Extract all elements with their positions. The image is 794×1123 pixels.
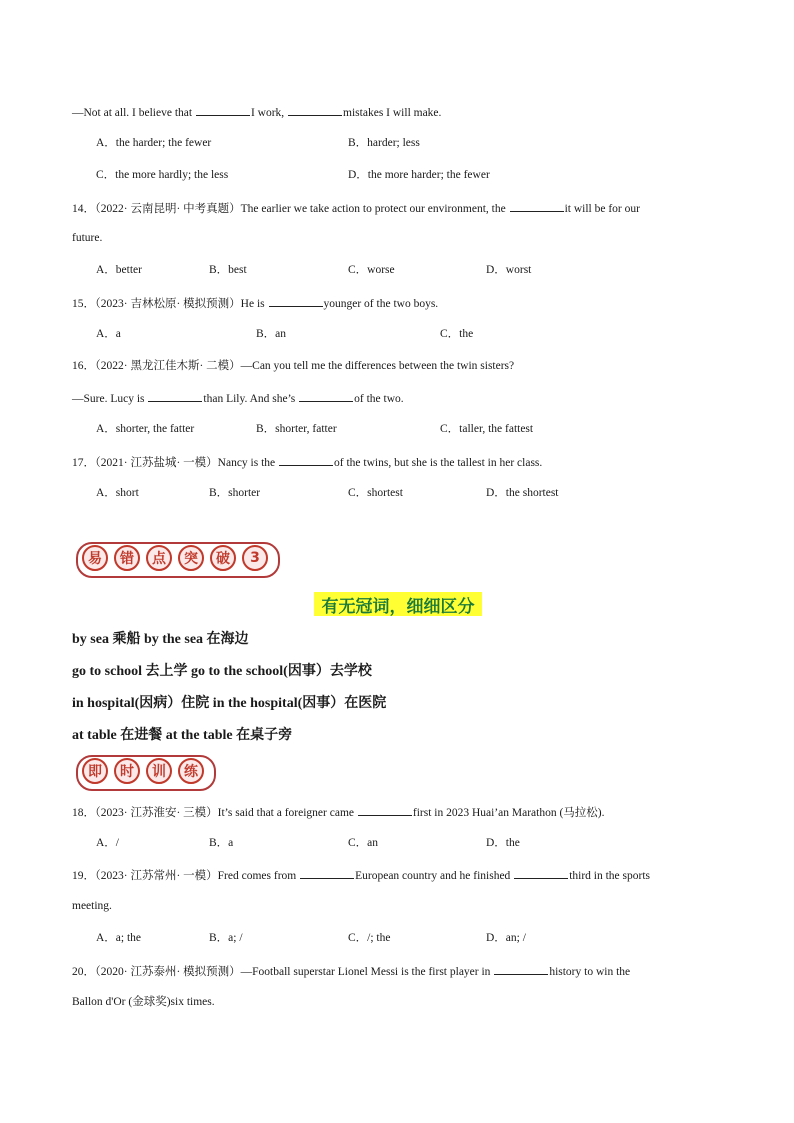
q18-text-2: first in 2023 Huai’an Marathon (马拉松).: [412, 807, 605, 819]
q15-text-2: younger of the two boys.: [323, 298, 439, 310]
answer-blank[interactable]: [279, 454, 333, 466]
q13-text-2: I work,: [250, 107, 288, 119]
q14-text-1: 14．（2022· 云南昆明· 中考真题）The earlier we take action to protect our environment, the: [72, 203, 509, 215]
q19-text-1: 19．（2023· 江苏常州· 一模）Fred comes from: [72, 870, 300, 882]
answer-blank[interactable]: [269, 295, 323, 307]
q18-text-1: 18．（2023· 江苏淮安· 三模）It’s said that a foreigner came: [72, 807, 357, 819]
q14-text-2: it will be for our: [564, 203, 640, 215]
badge-char: 错: [114, 545, 140, 571]
q16-option-c[interactable]: C．taller, the fattest: [440, 423, 534, 435]
q17-option-a[interactable]: A．short: [96, 487, 139, 499]
q19-line: [72, 867, 650, 883]
answer-blank[interactable]: [300, 867, 354, 879]
q13-option-c[interactable]: C．the more hardly; the less: [96, 169, 229, 181]
rule-line: at table 在进餐 at the table 在桌子旁: [72, 728, 293, 743]
q14-option-b[interactable]: B．best: [209, 264, 247, 276]
badge-char: 点: [146, 545, 172, 571]
badge-char: 即: [82, 758, 108, 784]
q19-line-2: meeting.: [72, 900, 112, 912]
q15-option-c[interactable]: C．the: [440, 328, 474, 340]
q18-option-c[interactable]: C．an: [348, 837, 379, 849]
q19-text-3: third in the sports: [569, 870, 651, 882]
q17-option-d[interactable]: D．the shortest: [486, 487, 559, 499]
q19-option-b[interactable]: B．a; /: [209, 932, 243, 944]
answer-blank[interactable]: [196, 104, 250, 116]
q15-option-a[interactable]: A．a: [96, 328, 121, 340]
q15-option-b[interactable]: B．an: [256, 328, 287, 340]
q13-line: [72, 104, 441, 120]
badge-char: 时: [114, 758, 140, 784]
q16-text-1: —Sure. Lucy is: [72, 393, 148, 405]
q13-option-d[interactable]: D．the more harder; the fewer: [348, 169, 490, 181]
q20-line-2: Ballon d'Or (金球奖)six times.: [72, 996, 215, 1008]
q15-line: [72, 295, 438, 311]
q16-text-2: than Lily. And she’s: [203, 393, 299, 405]
q17-text-1: 17．（2021· 江苏盐城· 一模）Nancy is the: [72, 457, 279, 469]
q17-text-2: of the twins, but she is the tallest in her class.: [334, 457, 543, 469]
rule-line: in hospital(因病）住院 in the hospital(因事）在医院: [72, 696, 387, 711]
badge-char: 易: [82, 545, 108, 571]
q15-text-1: 15．（2023· 吉林松原· 模拟预测）He is: [72, 298, 268, 310]
q18-option-a[interactable]: A．/: [96, 837, 119, 849]
q13-text-1: —Not at all. I believe that: [72, 107, 195, 119]
q14-line: [72, 200, 640, 216]
q18-option-b[interactable]: B．a: [209, 837, 234, 849]
q19-text-2: European country and he finished: [355, 870, 514, 882]
q16-text-3: of the two.: [354, 393, 404, 405]
q20-text-2: history to win the: [549, 966, 631, 978]
answer-blank[interactable]: [510, 200, 564, 212]
q13-text-3: mistakes I will make.: [343, 107, 442, 119]
q14-line-2: future.: [72, 232, 103, 244]
badge-char: 训: [146, 758, 172, 784]
q19-option-d[interactable]: D．an; /: [486, 932, 526, 944]
q17-line: [72, 454, 542, 470]
badge-number: 3: [242, 545, 268, 571]
badge-char: 破: [210, 545, 236, 571]
q18-option-d[interactable]: D．the: [486, 837, 520, 849]
q17-option-c[interactable]: C．shortest: [348, 487, 403, 499]
answer-blank[interactable]: [358, 804, 412, 816]
q20-line: [72, 963, 630, 979]
q16-line: 16．（2022· 黑龙江佳木斯· 二模）—Can you tell me the differences between the twin sisters?: [72, 360, 515, 372]
answer-blank[interactable]: [514, 867, 568, 879]
answer-blank[interactable]: [288, 104, 342, 116]
q14-option-d[interactable]: D．worst: [486, 264, 532, 276]
q20-text-1: 20．（2020· 江苏泰州· 模拟预测）—Football superstar Lionel Messi is the first player in: [72, 966, 494, 978]
q16-line-2: [72, 390, 404, 406]
q19-option-a[interactable]: A．a; the: [96, 932, 142, 944]
q13-option-a[interactable]: A．the harder; the fewer: [96, 137, 212, 149]
q14-option-a[interactable]: A．better: [96, 264, 142, 276]
q18-line: [72, 804, 605, 820]
answer-blank[interactable]: [148, 390, 202, 402]
section-badge: [82, 545, 274, 571]
answer-blank[interactable]: [494, 963, 548, 975]
section-title: 有无冠词，细细区分: [314, 592, 482, 616]
q16-option-b[interactable]: B．shorter, fatter: [256, 423, 337, 435]
badge-char: 突: [178, 545, 204, 571]
q16-option-a[interactable]: A．shorter, the fatter: [96, 423, 195, 435]
q13-option-b[interactable]: B．harder; less: [348, 137, 420, 149]
rule-line: by sea 乘船 by the sea 在海边: [72, 632, 249, 647]
answer-blank[interactable]: [299, 390, 353, 402]
q17-option-b[interactable]: B．shorter: [209, 487, 261, 499]
badge-char: 练: [178, 758, 204, 784]
q14-option-c[interactable]: C．worse: [348, 264, 395, 276]
q19-option-c[interactable]: C．/; the: [348, 932, 391, 944]
practice-badge: [82, 758, 210, 784]
rule-line: go to school 去上学 go to the school(因事）去学校: [72, 664, 372, 679]
